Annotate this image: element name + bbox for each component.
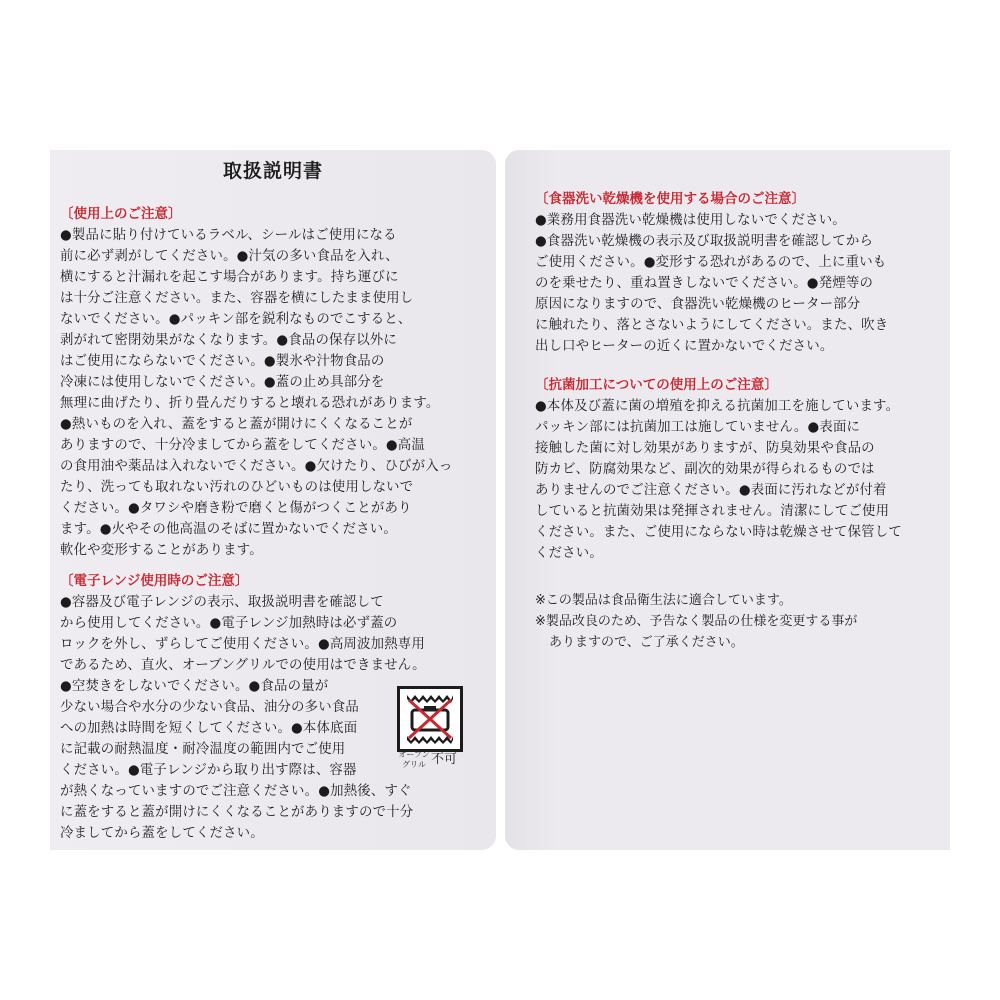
text-line: のを乗せたり、重ね置きしないでください。●発煙等の <box>535 276 874 291</box>
text-line: ●熱いものを入れ、蓋をすると蓋が開けにくくなることが <box>60 417 413 432</box>
text-line: ないでください。●パッキン部を鋭利なものでこすると、 <box>60 312 412 327</box>
text-line: から使用してください。●電子レンジ加熱時は必ず蓋の <box>60 616 398 631</box>
dishwasher-caution-heading: 〔食器洗い乾燥機を使用する場合のご注意〕 <box>535 191 805 207</box>
text-line: に記載の耐熱温度・耐冷温度の範囲内でご使用 <box>60 742 346 757</box>
text-line: ●製品に貼り付けているラベル、シールはご使用になる <box>60 228 397 243</box>
text-line: 少ない場合や水分の少ない食品、油分の多い食品 <box>60 700 359 715</box>
instruction-card-left <box>50 150 496 850</box>
dishwasher-caution-text <box>535 210 942 357</box>
text-line: への加熱は時間を短くしてください。●本体底面 <box>60 721 358 736</box>
text-line: ください。また、ご使用にならない時は乾燥させて保管して <box>535 525 902 540</box>
usage-caution-section <box>60 204 490 561</box>
text-line: 原因になりますので、食器洗い乾燥機のヒーター部分 <box>535 297 861 312</box>
text-line: ●食器洗い乾燥機の表示及び取扱説明書を確認してから <box>535 234 874 249</box>
text-line: していると抗菌効果は発揮されません。清潔にしてご使用 <box>535 504 890 519</box>
text-line: ます。●火やその他高温のそばに置かないでください。 <box>60 522 397 537</box>
text-line: パッキン部には抗菌加工は施していません。●表面に <box>535 420 861 435</box>
document-title: 取扱説明書 <box>222 160 323 182</box>
text-line: ありますので、十分冷ましてから蓋をしてください。●高温 <box>60 438 425 453</box>
oven-grill-label: オーブン グリル <box>398 750 430 769</box>
text-line: 剥がれて密閉効果がなくなります。●食品の保存以外に <box>60 333 397 348</box>
text-line: 接触した菌に対し効果がありますが、防臭効果や食品の <box>535 441 875 456</box>
text-line: が熱くなっていますのでご注意ください。●加熱後、すぐ <box>60 784 412 799</box>
usage-caution-heading: 〔使用上のご注意〕 <box>60 206 182 222</box>
oven-grill-status: 不可 <box>431 752 458 767</box>
antibacterial-caution-heading: 〔抗菌加工についての使用上のご注意〕 <box>535 377 778 393</box>
oven-grill-prohibited-icon <box>397 686 463 752</box>
oven-grill-prohibited-pictogram <box>397 686 463 774</box>
text-line: に蓋をすると蓋が開けにくくなることがありますので十分 <box>60 805 414 820</box>
text-line: 前に必ず剥がしてください。●汁気の多い食品を入れ、 <box>60 249 399 264</box>
text-line: 出し口やヒーターの近くに置かないでください。 <box>535 339 834 354</box>
note-line: ありますので、ご了承ください。 <box>549 635 744 650</box>
text-line: 軟化や変形することがあります。 <box>60 543 263 558</box>
dishwasher-caution-section <box>535 189 942 357</box>
antibacterial-caution-text <box>535 396 942 564</box>
text-line: ください。●電子レンジから取り出す際は、容器 <box>60 763 357 778</box>
text-line: に触れたり、落とさないようにしてください。また、吹き <box>535 318 889 333</box>
text-line: ●本体及び蓋に菌の増殖を抑える抗菌加工を施しています。 <box>535 399 900 414</box>
text-line: ご使用ください。●変形する恐れがあるので、上に重いも <box>535 255 887 270</box>
text-line: ●空焚きをしないでください。●食品の量が <box>60 679 329 694</box>
text-line: の食用油や薬品は入れないでください。●欠けたり、ひびが入っ <box>60 459 453 474</box>
text-line: は十分ご注意ください。また、容器を横にしたまま使用し <box>60 291 414 306</box>
text-line: であるため、直火、オーブングリルでの使用はできません。 <box>60 658 426 673</box>
text-line: ください。●タワシや磨き粉で磨くと傷がつくことがあり <box>60 501 412 516</box>
text-line: 無理に曲げたり、折り畳んだりすると壊れる恐れがあります。 <box>60 396 440 411</box>
microwave-caution-heading: 〔電子レンジ使用時のご注意〕 <box>60 573 249 589</box>
compliance-notes <box>535 590 942 653</box>
text-line: 冷ましてから蓋をしてください。 <box>60 826 264 841</box>
text-line: 横にすると汁漏れを起こす場合があります。持ち運びに <box>60 270 399 285</box>
text-line: 冷凍には使用しないでください。●蓋の止め具部分を <box>60 375 385 390</box>
text-line: ロックを外し、ずらしてご使用ください。●高周波加熱専用 <box>60 637 425 652</box>
text-line: はご使用にならないでください。●製氷や汁物食品の <box>60 354 385 369</box>
usage-caution-text <box>60 225 490 561</box>
antibacterial-caution-section <box>535 375 942 564</box>
text-line: ください。 <box>535 546 603 561</box>
instruction-card-right <box>505 150 950 850</box>
note-line: ※この製品は食品衛生法に適合しています。 <box>535 593 792 608</box>
text-line: ありませんのでご注意ください。●表面に汚れなどが付着 <box>535 483 887 498</box>
note-line: ※製品改良のため、予告なく製品の仕様を変更する事が <box>535 614 858 629</box>
text-line: ●容器及び電子レンジの表示、取扱説明書を確認して <box>60 595 384 610</box>
text-line: ●業務用食器洗い乾燥機は使用しないでください。 <box>535 213 846 228</box>
text-line: 防カビ、防腐効果など、副次的効果が得られるものでは <box>535 462 875 477</box>
text-line: たり、洗っても取れない汚れのひどいものは使用しないで <box>60 480 414 495</box>
